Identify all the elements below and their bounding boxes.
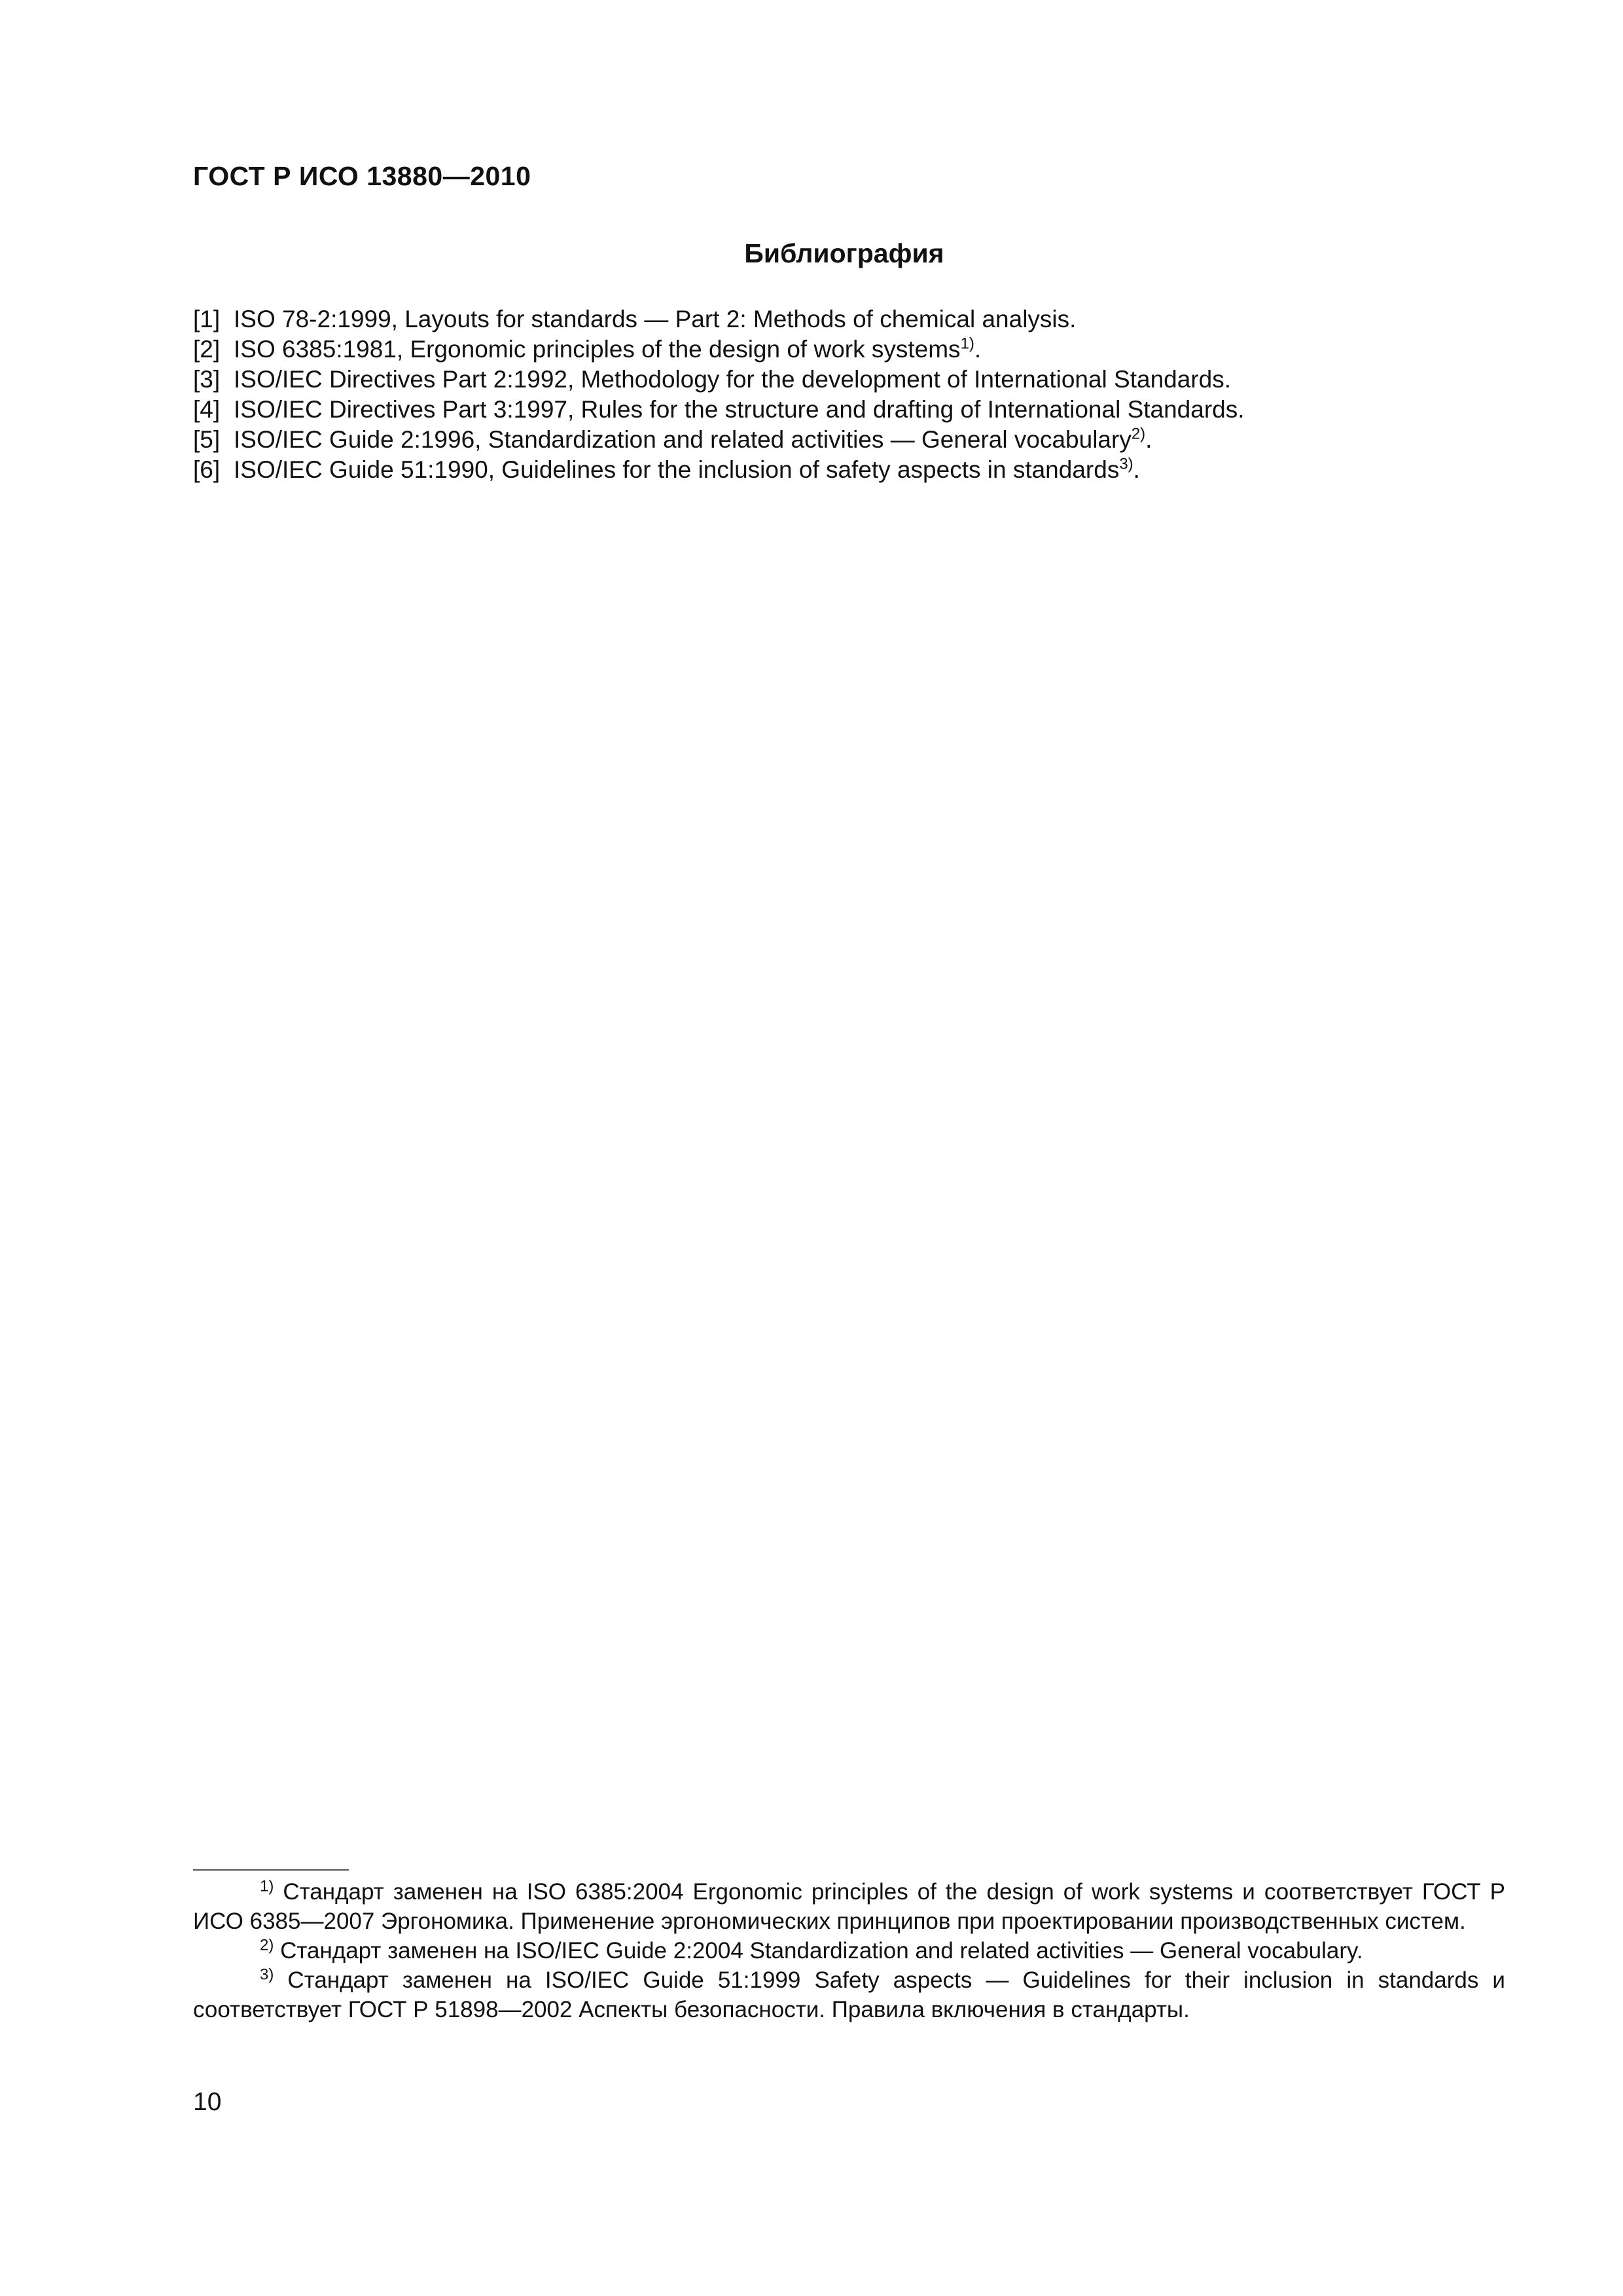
bibliography-item xyxy=(193,395,1502,425)
footnote-text: Стандарт заменен на ISO/IEC Guide 2:2004 Standardization and related activities — General vocabulary. xyxy=(280,1938,1363,1964)
footnotes xyxy=(193,1877,1505,2024)
footnote-text: Стандарт заменен на ISO/IEC Guide 51:1999 Safety aspects — Guidelines for their inclusion in standards и соответствует ГОСТ Р 51898—2002 Аспекты безопасности. Правила включения в стандарты. xyxy=(193,1967,1505,2022)
footnote-reference: 3) xyxy=(1119,455,1133,473)
bibliography-item-number: [5] xyxy=(193,426,221,453)
bibliography-item-citation: ISO 78-2:1999, Layouts for standards — Part 2: Methods of chemical analysis. xyxy=(234,306,1077,332)
citation-end-punctuation: . xyxy=(974,336,982,363)
footnote-mark: 1) xyxy=(260,1877,274,1895)
bibliography-item-citation: ISO 6385:1981, Ergonomic principles of the design of work systems xyxy=(234,336,961,363)
bibliography-item-number: [2] xyxy=(193,336,221,363)
footnote xyxy=(193,1965,1505,2024)
footnote-reference: 1) xyxy=(960,334,974,353)
bibliography-item-number: [4] xyxy=(193,396,221,423)
page-number: 10 xyxy=(193,2088,222,2116)
bibliography-item-citation: ISO/IEC Guide 51:1990, Guidelines for the inclusion of safety aspects in standards xyxy=(234,456,1120,483)
bibliography-item-text xyxy=(234,334,981,365)
bibliography-item-text xyxy=(234,304,1076,334)
bibliography-item-text xyxy=(234,395,1245,425)
bibliography-item xyxy=(193,334,1502,365)
footnote-reference: 2) xyxy=(1131,425,1146,443)
citation-end-punctuation: . xyxy=(1133,456,1140,483)
bibliography-item-text xyxy=(234,425,1152,455)
footnote-mark: 3) xyxy=(260,1965,274,1984)
footnote-separator xyxy=(193,1869,349,1871)
bibliography-item-number: [6] xyxy=(193,456,221,483)
document-code-header: ГОСТ Р ИСО 13880—2010 xyxy=(193,161,531,191)
bibliography-item-citation: ISO/IEC Guide 2:1996, Standardization and related activities — General vocabulary xyxy=(234,426,1132,453)
bibliography-item-number: [3] xyxy=(193,366,221,393)
bibliography-item-citation: ISO/IEC Directives Part 3:1997, Rules for the structure and drafting of International Standards. xyxy=(234,396,1245,423)
bibliography-item xyxy=(193,425,1502,455)
bibliography-item xyxy=(193,304,1502,334)
citation-end-punctuation: . xyxy=(1145,426,1152,453)
bibliography-item-text xyxy=(234,365,1231,395)
bibliography-item-number: [1] xyxy=(193,306,221,332)
bibliography-item xyxy=(193,365,1502,395)
bibliography-list xyxy=(193,304,1502,485)
footnote xyxy=(193,1877,1505,1936)
footnote xyxy=(193,1936,1505,1965)
bibliography-title: Библиография xyxy=(744,238,944,268)
footnote-text: Стандарт заменен на ISO 6385:2004 Ergonomic principles of the design of work systems и соответствует ГОСТ Р ИСО 6385—2007 Эргономика. Применение эргономических принципов при проектировании производственных систем. xyxy=(193,1879,1505,1934)
footnote-mark: 2) xyxy=(260,1936,274,1954)
bibliography-item-text xyxy=(234,455,1140,485)
bibliography-item-citation: ISO/IEC Directives Part 2:1992, Methodology for the development of International Standards. xyxy=(234,366,1232,393)
bibliography-item xyxy=(193,455,1502,485)
